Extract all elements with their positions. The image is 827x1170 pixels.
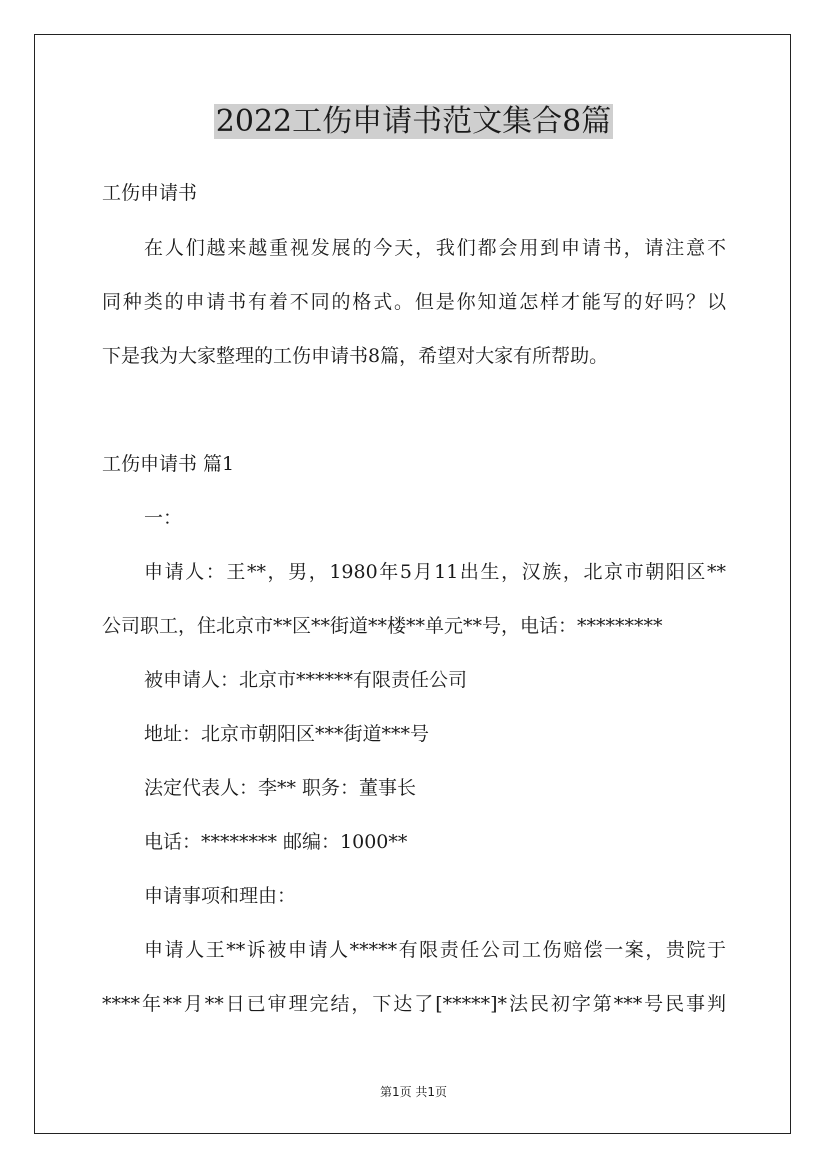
page-footer: 第1页 共1页 [379,1085,448,1099]
matters-line: 申请人王**诉被申请人*****有限责任公司工伤赔偿一案，贵院于 [144,939,726,961]
intro-line: 同种类的申请书有着不同的格式。但是你知道怎样才能写的好吗？以 [102,291,726,313]
document-title [0,98,827,146]
intro-line: 下是我为大家整理的工伤申请书8篇，希望对大家有所帮助。 [102,345,609,367]
respondent-line: 被申请人：北京市******有限责任公司 [144,669,468,691]
legal-rep-line: 法定代表人：李** 职务：董事长 [144,777,417,799]
intro-line: 在人们越来越重视发展的今天，我们都会用到申请书，请注意不 [144,237,726,259]
matters-line: ****年**月**日已审理完结，下达了[*****]*法民初字第***号民事判 [102,993,726,1015]
address-line: 地址：北京市朝阳区***街道***号 [144,723,430,745]
phone-postcode-line: 电话：******** 邮编：1000** [144,831,408,853]
applicant-line: 公司职工，住北京市**区**街道**楼**单元**号，电话：********* [102,615,663,637]
matters-heading: 申请事项和理由： [144,885,297,907]
applicant-line: 申请人：王**，男，1980年5月11出生，汉族，北京市朝阳区** [144,561,726,583]
intro-heading: 工伤申请书 [102,182,198,204]
section-number: 一： [144,507,183,529]
section-heading: 工伤申请书 篇1 [102,453,235,475]
title-text: 2022工伤申请书范文集合8篇 [215,104,612,139]
